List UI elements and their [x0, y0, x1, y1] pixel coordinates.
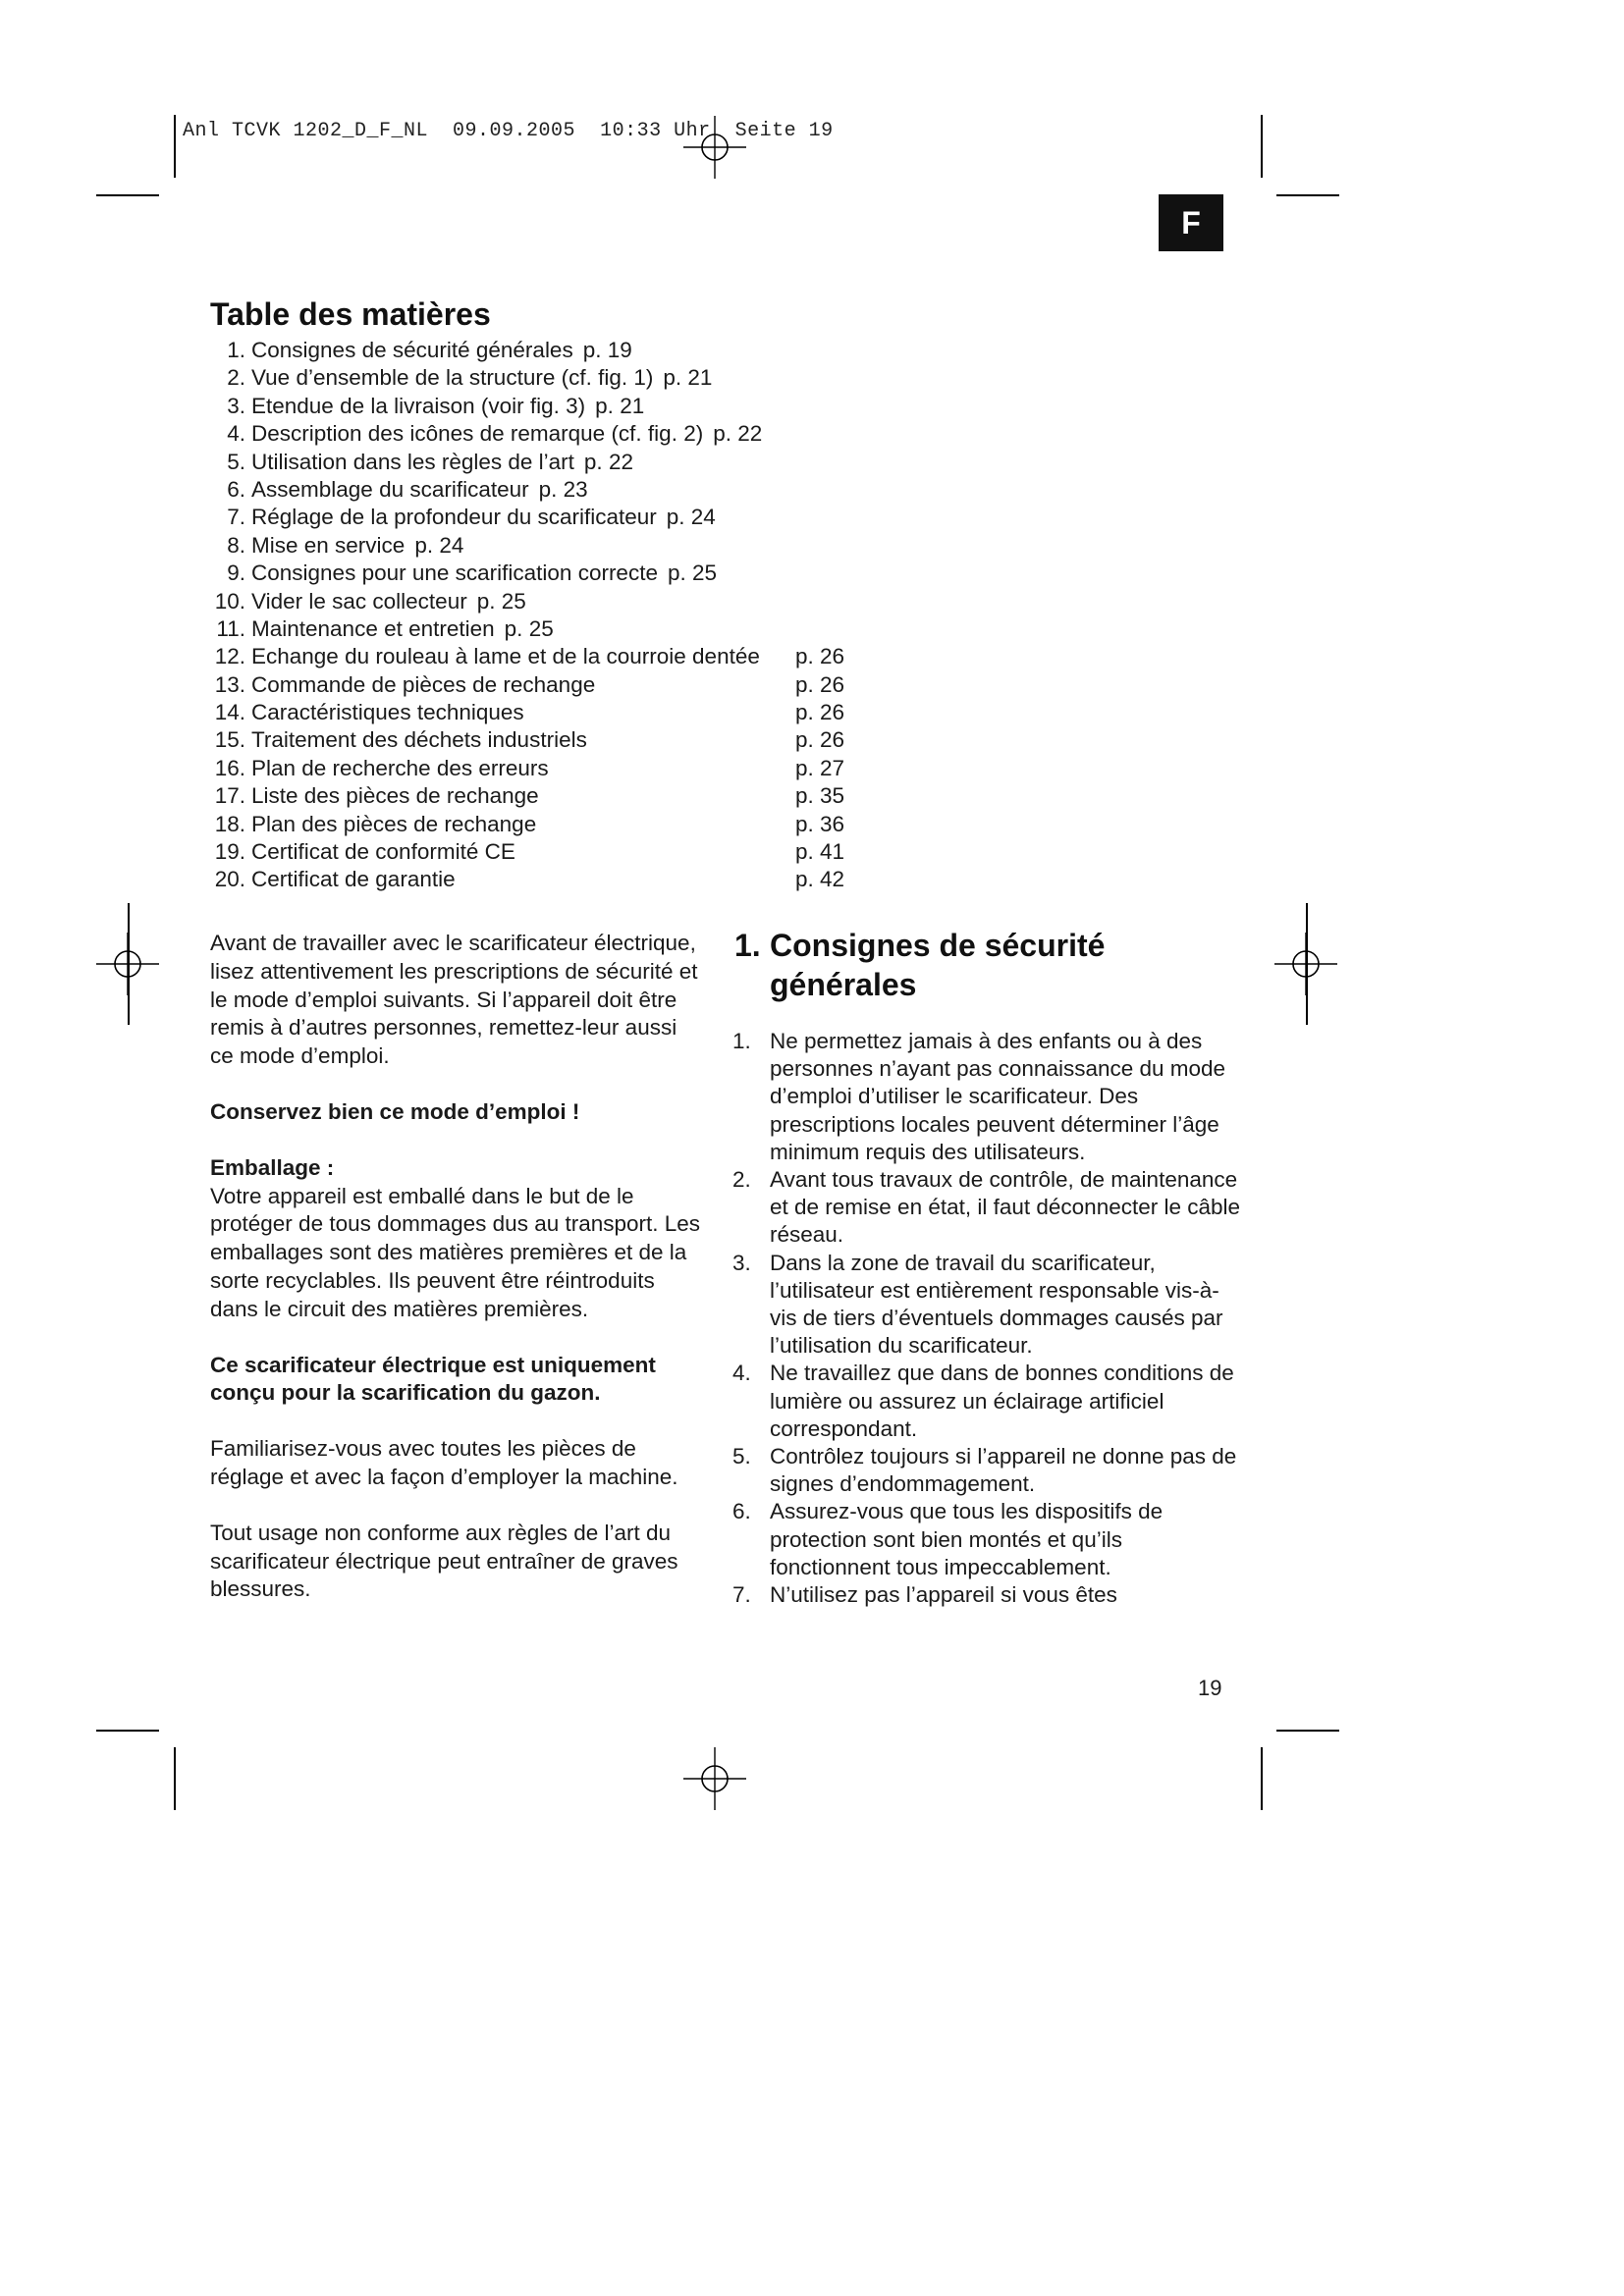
toc-item [208, 588, 876, 615]
toc-item-page: p. 36 [795, 811, 845, 836]
toc-item-title: Commande de pièces de rechange [251, 671, 596, 697]
safety-item [732, 1360, 1243, 1443]
toc-item-title: Maintenance et entretien [251, 615, 495, 641]
language-badge: F [1159, 194, 1223, 251]
toc-item [208, 838, 876, 866]
toc-item [208, 393, 876, 420]
toc-item-title: Plan des pièces de rechange [251, 811, 537, 836]
toc-item-page: p. 35 [795, 783, 845, 809]
toc-item-number: 18. [214, 811, 245, 836]
toc-item-page: p. 25 [504, 615, 554, 641]
safety-item [732, 1443, 1243, 1498]
toc-item-title: Traitement des déchets industriels [251, 727, 587, 753]
section-title-text: Consignes de sécurité générales [770, 928, 1106, 1002]
safety-item-text: Avant tous travaux de contrôle, de maintenance et de remise en état, il faut déconnecter le câble réseau. [770, 1167, 1241, 1248]
toc-item-number: 14. [214, 700, 245, 725]
crop-mark [1261, 1747, 1263, 1810]
registration-mark-icon [1274, 933, 1337, 995]
toc-item-number: 15. [214, 727, 245, 753]
intro-paragraph: Avant de travailler avec le scarificateur électrique, lisez attentivement les prescriptions de sécurité et le mode d’emploi suivants. Si l’appareil doit être remis à d’autres personnes, remettez-leur aussi ce mode d’emploi. [210, 931, 698, 1069]
safety-item-text: Ne travaillez que dans de bonnes conditions de lumière ou assurez un éclairage artificiel correspondant. [770, 1361, 1234, 1441]
toc-item-number: 8. [227, 532, 245, 558]
toc-item-page: p. 19 [582, 338, 632, 362]
toc-item-number: 7. [227, 505, 245, 530]
toc-item [208, 755, 876, 782]
toc-item-page: p. 26 [795, 700, 845, 725]
toc-item-title: Mise en service [251, 532, 406, 558]
toc-item-page: p. 26 [795, 671, 845, 697]
toc-item [208, 615, 876, 643]
table-of-contents [208, 337, 876, 894]
crop-mark [96, 1730, 159, 1732]
crop-mark [174, 115, 176, 178]
toc-item [208, 504, 876, 531]
toc-item-number: 12. [214, 644, 245, 669]
toc-item-number: 10. [214, 588, 245, 614]
packaging-text: Votre appareil est emballé dans le but de le protéger de tous dommages dus au transport. Les emballages sont des matières premières et de la sorte recyclables. Ils peuvent être réintroduits dans le circuit des matières premières. [210, 1183, 701, 1321]
safety-item [732, 1498, 1243, 1581]
intro-column [210, 930, 701, 1604]
toc-item-page: p. 22 [713, 421, 763, 447]
safety-item [732, 1028, 1243, 1166]
toc-item-page: p. 25 [476, 588, 526, 614]
toc-item [208, 337, 876, 364]
registration-mark-icon [96, 933, 159, 995]
safety-item-text: Assurez-vous que tous les dispositifs de protection sont bien montés et qu’ils fonctionnent tous impeccablement. [770, 1499, 1164, 1579]
toc-item-page: p. 42 [795, 867, 845, 892]
toc-item-title: Echange du rouleau à lame et de la courroie dentée [251, 644, 760, 669]
safety-item-number: 3. [732, 1250, 751, 1275]
toc-item-title: Consignes pour une scarification correcte [251, 561, 658, 586]
section-number: 1. [734, 928, 761, 963]
toc-item-page: p. 21 [595, 393, 645, 418]
safety-item-number: 2. [732, 1167, 751, 1193]
crop-mark [1276, 1730, 1339, 1732]
toc-item-page: p. 26 [795, 727, 845, 753]
toc-item-number: 16. [214, 755, 245, 780]
safety-item-text: Contrôlez toujours si l’appareil ne donne pas de signes d’endommagement. [770, 1444, 1237, 1497]
safety-item-text: Ne permettez jamais à des enfants ou à des personnes n’ayant pas connaissance du mode d’emploi d’utiliser le scarificateur. Des prescriptions locales peuvent déterminer l’âge minimum requis des utilisateurs. [770, 1029, 1226, 1164]
toc-item-title: Plan de recherche des erreurs [251, 755, 549, 780]
toc-item-page: p. 25 [667, 561, 718, 586]
toc-item-page: p. 24 [414, 532, 464, 558]
toc-item [208, 726, 876, 754]
toc-item-number: 4. [227, 421, 245, 447]
safety-list [732, 1028, 1243, 1609]
toc-item-page: p. 21 [663, 365, 713, 391]
toc-item-title: Certificat de conformité CE [251, 839, 515, 865]
safety-item-number: 5. [732, 1444, 751, 1469]
toc-item [208, 476, 876, 504]
registration-mark-icon [683, 1747, 746, 1810]
toc-item-title: Assemblage du scarificateur [251, 476, 529, 502]
safety-item-text: N’utilisez pas l’appareil si vous êtes [770, 1582, 1117, 1608]
toc-item-number: 6. [227, 476, 245, 502]
toc-item-number: 19. [214, 839, 245, 865]
toc-item-page: p. 22 [583, 449, 633, 474]
packaging-heading: Emballage : [210, 1154, 335, 1180]
toc-item [208, 671, 876, 699]
crop-mark [174, 1747, 176, 1810]
crop-mark [96, 194, 159, 196]
safety-item [732, 1250, 1243, 1361]
intended-use-note: Ce scarificateur électrique est uniquement conçu pour la scarification du gazon. [210, 1352, 656, 1406]
safety-item-number: 1. [732, 1029, 751, 1053]
page-number: 19 [1198, 1676, 1222, 1700]
toc-item-page: p. 27 [795, 755, 845, 780]
safety-item-text: Dans la zone de travail du scarificateur, l’utilisateur est entièrement responsable vis-à-vis de tiers d’éventuels dommages causés par l’utilisation du scarificateur. [770, 1250, 1223, 1359]
safety-item [732, 1166, 1243, 1250]
toc-item-number: 17. [214, 783, 245, 809]
toc-item [208, 866, 876, 893]
toc-item [208, 560, 876, 587]
toc-item-number: 20. [214, 867, 245, 892]
toc-item [208, 449, 876, 476]
familiarize-paragraph: Familiarisez-vous avec toutes les pièces de réglage et avec la façon d’employer la machine. [210, 1436, 678, 1489]
toc-item-number: 3. [227, 393, 245, 418]
toc-item-title: Utilisation dans les règles de l’art [251, 449, 574, 474]
toc-item [208, 699, 876, 726]
safety-item-number: 4. [732, 1361, 751, 1386]
toc-item-number: 11. [216, 615, 245, 641]
toc-item-title: Réglage de la profondeur du scarificateur [251, 505, 657, 530]
toc-item [208, 532, 876, 560]
toc-item-title: Certificat de garantie [251, 867, 456, 892]
crop-mark [1276, 194, 1339, 196]
toc-item-page: p. 26 [795, 644, 845, 669]
warning-paragraph: Tout usage non conforme aux règles de l’art du scarificateur électrique peut entraîner de graves blessures. [210, 1520, 678, 1602]
toc-item-number: 5. [227, 449, 245, 474]
safety-item-number: 7. [732, 1582, 751, 1608]
crop-mark [1261, 115, 1263, 178]
toc-item-title: Caractéristiques techniques [251, 700, 524, 725]
toc-item-title: Etendue de la livraison (voir fig. 3) [251, 393, 586, 418]
toc-title: Table des matières [210, 296, 491, 332]
toc-item-page: p. 41 [795, 839, 845, 865]
safety-item [732, 1581, 1243, 1609]
toc-item [208, 364, 876, 392]
toc-item [208, 811, 876, 838]
toc-item [208, 643, 876, 670]
toc-item-number: 2. [227, 365, 245, 391]
toc-item-title: Vider le sac collecteur [251, 588, 467, 614]
toc-item-title: Description des icônes de remarque (cf. fig. 2) [251, 421, 704, 447]
toc-item-number: 13. [214, 671, 245, 697]
section-title [734, 926, 1245, 1004]
safety-item-number: 6. [732, 1499, 751, 1524]
toc-item [208, 420, 876, 448]
toc-item-page: p. 24 [666, 505, 716, 530]
keep-manual-note: Conservez bien ce mode d’emploi ! [210, 1098, 580, 1124]
toc-item-title: Consignes de sécurité générales [251, 338, 573, 362]
toc-item-title: Liste des pièces de rechange [251, 783, 539, 809]
print-slug: Anl TCVK 1202_D_F_NL 09.09.2005 10:33 Uhr Seite 19 [183, 120, 834, 142]
toc-item-title: Vue d’ensemble de la structure (cf. fig. 1) [251, 365, 654, 391]
toc-item-number: 1. [227, 338, 245, 362]
toc-item [208, 782, 876, 810]
toc-item-number: 9. [227, 561, 245, 586]
toc-item-page: p. 23 [538, 476, 588, 502]
